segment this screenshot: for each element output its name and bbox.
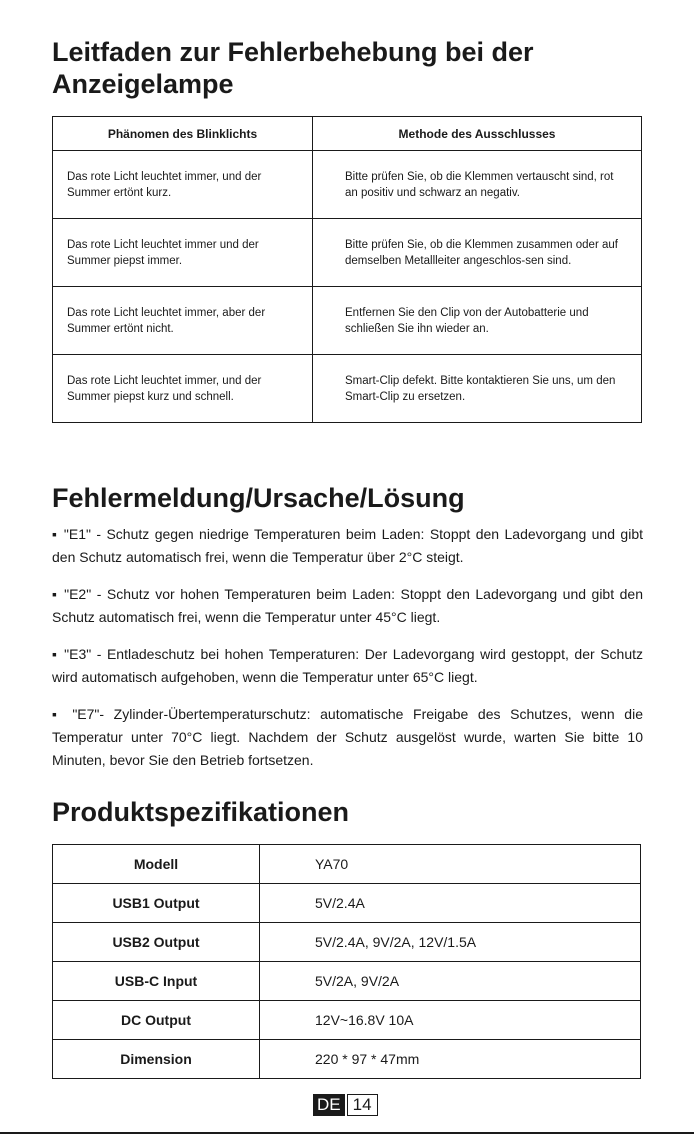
spec-value: 220 * 97 * 47mm bbox=[260, 1040, 641, 1079]
specs-table bbox=[52, 844, 641, 1079]
spec-value: 5V/2A, 9V/2A bbox=[260, 962, 641, 1001]
spec-key: USB2 Output bbox=[53, 923, 260, 962]
method-cell: Bitte prüfen Sie, ob die Klemmen vertauscht sind, rot an positiv und schwarz an negativ. bbox=[313, 151, 642, 219]
error-item: ▪ "E1" - Schutz gegen niedrige Temperaturen beim Laden: Stoppt den Ladevorgang und gibt den Schutz automatisch frei, wenn die Temperatur über 2°C steigt. bbox=[52, 526, 643, 565]
table-row bbox=[53, 151, 642, 219]
troubleshoot-title: Leitfaden zur Fehlerbehebung bei der Anzeigelampe bbox=[52, 37, 534, 99]
page-number: 14 bbox=[347, 1094, 378, 1116]
method-cell: Smart-Clip defekt. Bitte kontaktieren Sie uns, um den Smart-Clip zu ersetzen. bbox=[313, 355, 642, 423]
spec-value: 12V~16.8V 10A bbox=[260, 1001, 641, 1040]
spec-row bbox=[53, 962, 641, 1001]
method-cell: Bitte prüfen Sie, ob die Klemmen zusammen oder auf demselben Metallleiter angeschlos-sen sind. bbox=[313, 219, 642, 287]
error-item: ▪ "E3" - Entladeschutz bei hohen Temperaturen: Der Ladevorgang wird gestoppt, der Schutz wird automatisch aufgehoben, wenn die Temperatur unter 65°C liegt. bbox=[52, 646, 643, 685]
header-method: Methode des Ausschlusses bbox=[313, 117, 642, 151]
method-cell: Entfernen Sie den Clip von der Autobatterie und schließen Sie ihn wieder an. bbox=[313, 287, 642, 355]
phenomenon-cell: Das rote Licht leuchtet immer und der Summer piepst immer. bbox=[53, 219, 313, 287]
phenomenon-cell: Das rote Licht leuchtet immer, aber der Summer ertönt nicht. bbox=[53, 287, 313, 355]
spec-value: YA70 bbox=[260, 845, 641, 884]
errors-title: Fehlermeldung/Ursache/Lösung bbox=[52, 483, 465, 513]
bottom-divider bbox=[0, 1132, 694, 1134]
errors-list bbox=[52, 523, 643, 786]
specs-title: Produktspezifikationen bbox=[52, 797, 350, 827]
spec-row bbox=[53, 845, 641, 884]
spec-row bbox=[53, 923, 641, 962]
table-row bbox=[53, 287, 642, 355]
table-header-row bbox=[53, 117, 642, 151]
spec-value: 5V/2.4A, 9V/2A, 12V/1.5A bbox=[260, 923, 641, 962]
spec-key: Modell bbox=[53, 845, 260, 884]
page-number-badge bbox=[313, 1094, 378, 1116]
spec-row bbox=[53, 884, 641, 923]
table-row bbox=[53, 219, 642, 287]
table-row bbox=[53, 355, 642, 423]
spec-key: Dimension bbox=[53, 1040, 260, 1079]
phenomenon-cell: Das rote Licht leuchtet immer, und der Summer piepst kurz und schnell. bbox=[53, 355, 313, 423]
error-item: ▪ "E2" - Schutz vor hohen Temperaturen beim Laden: Stoppt den Ladevorgang und gibt den Schutz automatisch frei, wenn die Temperatur unter 45°C liegt. bbox=[52, 586, 643, 625]
header-phenomenon: Phänomen des Blinklichts bbox=[53, 117, 313, 151]
spec-value: 5V/2.4A bbox=[260, 884, 641, 923]
spec-row bbox=[53, 1001, 641, 1040]
spec-key: DC Output bbox=[53, 1001, 260, 1040]
language-label: DE bbox=[313, 1094, 345, 1116]
troubleshoot-table bbox=[52, 116, 642, 423]
spec-key: USB-C Input bbox=[53, 962, 260, 1001]
spec-key: USB1 Output bbox=[53, 884, 260, 923]
spec-row bbox=[53, 1040, 641, 1079]
error-item: ▪ "E7"- Zylinder-Übertemperaturschutz: automatische Freigabe des Schutzes, wenn die Temperatur unter 70°C liegt. Nachdem der Schutz ausgelöst wurde, warten Sie bitte 10 Minuten, bevor Sie den Betrieb fortsetzen. bbox=[52, 706, 643, 768]
phenomenon-cell: Das rote Licht leuchtet immer, und der Summer ertönt kurz. bbox=[53, 151, 313, 219]
